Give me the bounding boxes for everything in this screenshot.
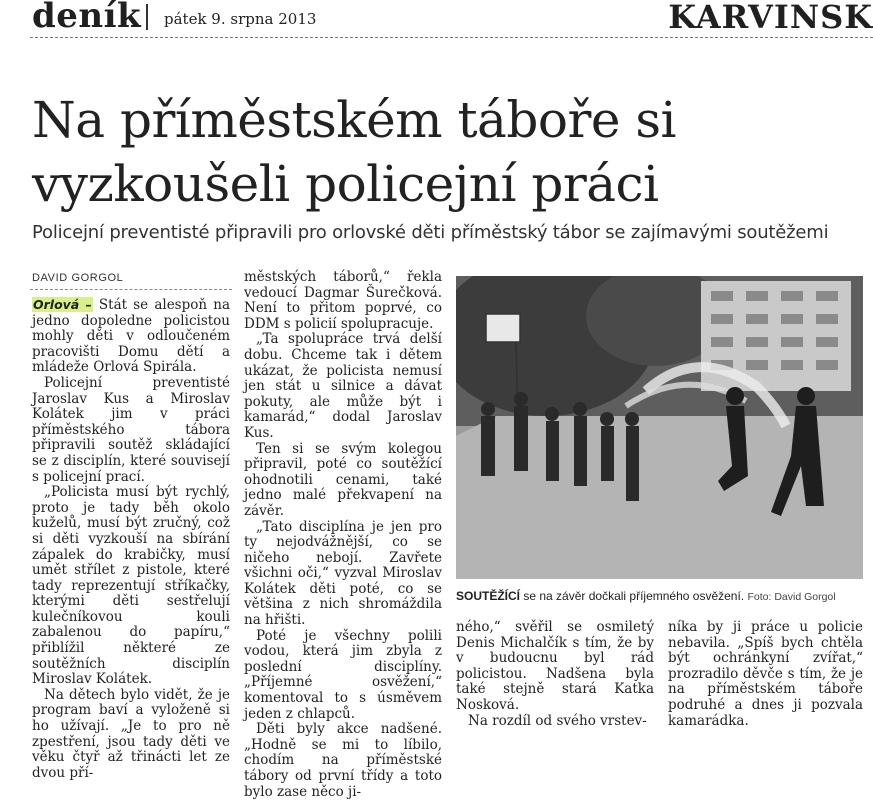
masthead-rule (30, 37, 873, 38)
paragraph: Na rozdíl od svého vrstev- (468, 712, 647, 729)
newspaper-logo: deník (32, 0, 142, 36)
paragraph: Děti byly akce nadšené. „Hodně se mi to líbilo, chodím na příměstské tábory od první třídy a toto bylo zase něco ji- (244, 721, 442, 800)
headline-line-2: vyzkoušeli policejní práci (32, 155, 659, 213)
caption-text: se na závěr dočkali příjemného osvěžení. (520, 589, 745, 603)
byline: DAVID GORGOL (32, 272, 124, 284)
paragraph: Policejní preventisté Jaroslav Kus a Miroslav Kolátek jim v práci příměstského tábora připravili soutěž skládající se z disciplín, které souvisejí s policejní prací. (32, 374, 230, 485)
region-title: KARVINSK (668, 0, 873, 36)
article-column-1 (32, 297, 230, 781)
paragraph: Ten si se svým kolegou připravil, poté co soutěžící ohodnotili cenami, také jedno malé překvapení na závěr. (244, 440, 442, 519)
article-photo (456, 276, 863, 579)
paragraph: ného,“ svěřil se osmiletý Denis Michalčík s tím, že by v budoucnu byl rád policistou. Nadšena byla také stejně stará Katka Nosková. (456, 619, 654, 713)
paragraph: „Policista musí být rychlý, proto je tady běh okolo kuželů, musí být zručný, což si děti vyzkouší na sbírání zápalek do krabičky, musí umět střílet z pistole, které tady reprezentují stříkačky, kterými děti sestřelují kulečníkovou kouli zabalenou do papíru,“ přiblížil některé ze soutěžních disciplín Miroslav Kolátek. (32, 484, 230, 688)
article-headline (32, 88, 676, 216)
photo-credit: Foto: David Gorgol (747, 591, 836, 603)
masthead (0, 0, 873, 40)
caption-lead: SOUTĚŽÍCÍ (456, 589, 521, 603)
article-subheadline: Policejní preventisté připravili pro orlovské děti příměstský tábor se zajímavými soutěžemi (32, 222, 829, 243)
article-column-4 (668, 620, 863, 729)
paragraph: „Ta spolupráce trvá delší dobu. Chceme tak i dětem ukázat, že policista nemusí jen stát u silnice a dávat pokuty, ale může být i kamarád,“ dodal Jaroslav Kus. (244, 331, 442, 441)
paragraph (32, 297, 230, 376)
paragraph: Na dětech bylo vidět, že je program baví a vyloženě si ho užívají. „Je to pro ně zpestření, jsou tady děti ve věku čtyř až třinácti let ze dvou pří- (32, 686, 230, 781)
masthead-separator (146, 4, 148, 30)
issue-date: pátek 9. srpna 2013 (164, 10, 317, 28)
article-column-2 (244, 270, 442, 800)
lead-text: Stát se alespoň na jedno dopoledne policistou mohly děti v odloučeném pracovišti Domu dětí a mládeže Orlová Spirála. (32, 297, 230, 376)
paragraph: „Tato disciplína je jen pro ty nejodvážnější, co se ničeho nebojí. Zavřete všichni oči,“ vyzval Miroslav Kolátek děti poté, co se většina z nich shromáždila na hřišti. (244, 518, 442, 629)
byline-rule (30, 289, 232, 290)
place-label: Orlová – (33, 297, 92, 312)
photo-caption (456, 589, 866, 603)
headline-line-1: Na příměstském táboře si (32, 91, 677, 149)
paragraph: městských táborů,“ řekla vedoucí Dagmar Šurečková. Není to přitom poprvé, co DDM s policií spolupracuje. (244, 269, 442, 332)
paragraph: níka by ji práce u policie nebavila. „Spíš bych chtěla být ochránkyní zvířat,“ prozradilo děvče s tím, že je na příměstském táboře podruhé a dnes ji pozvala kamarádka. (668, 619, 863, 729)
article-column-3 (456, 620, 654, 729)
paragraph: Poté je všechny polili vodou, která jim zbyla z poslední disciplíny. „Příjemné osvěžení,“ komentoval to s úsměvem jeden z chlapců. (244, 627, 442, 722)
